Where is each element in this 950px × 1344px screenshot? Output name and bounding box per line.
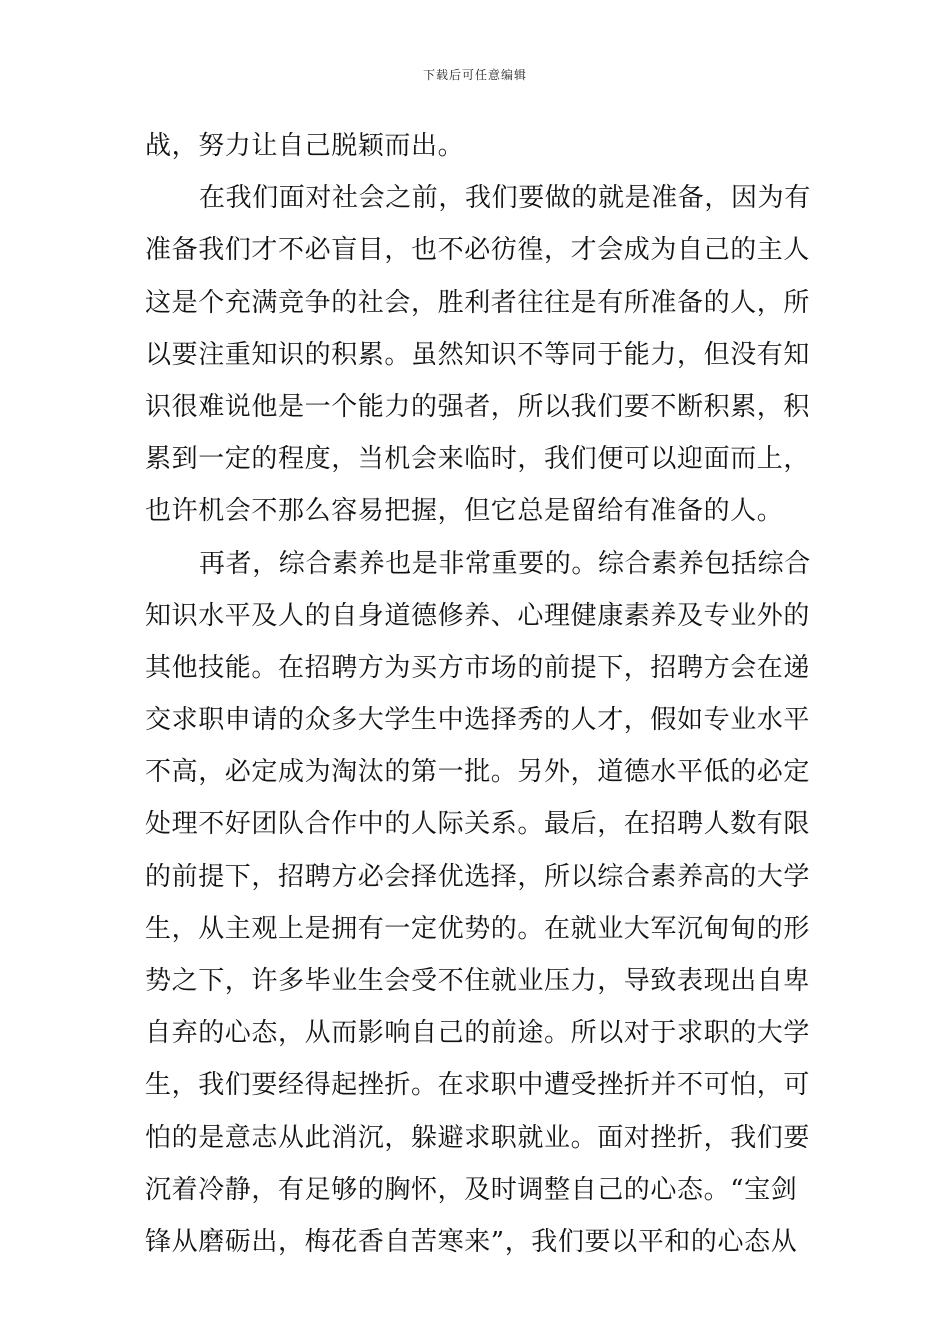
text-line: 其他技能。在招聘方为买方市场的前提下，招聘方会在递 (145, 652, 811, 683)
text-line: 这是个充满竞争的社会，胜利者往往是有所准备的人，所 (145, 287, 811, 318)
text-line: 再者，综合素养也是非常重要的。综合素养包括综合 (199, 548, 811, 579)
text-line: 在我们面对社会之前，我们要做的就是准备，因为有 (199, 183, 811, 214)
text-line: 势之下，许多毕业生会受不住就业压力，导致表现出自卑 (145, 966, 811, 996)
text-line: 识很难说他是一个能力的强者，所以我们要不断积累，积 (145, 391, 811, 422)
text-line: 也许机会不那么容易把握，但它总是留给有准备的人。 (145, 496, 784, 527)
text-line: 沉着冷静，有足够的胸怀，及时调整自己的心态。“宝剑 (145, 1174, 798, 1205)
text-line: 不高，必定成为淘汰的第一批。另外，道德水平低的必定 (145, 757, 811, 788)
text-line: 知识水平及人的自身道德修养、心理健康素养及专业外的 (145, 600, 811, 631)
text-line: 怕的是意志从此消沉，躲避求职就业。面对挫折，我们要 (145, 1122, 811, 1153)
text-line: 累到一定的程度，当机会来临时，我们便可以迎面而上， (145, 444, 811, 475)
text-line: 锋从磨砺出，梅花香自苦寒来”，我们要以平和的心态从 (145, 1226, 798, 1257)
text-line: 交求职申请的众多大学生中选择秀的人才，假如专业水平 (145, 705, 811, 736)
text-line: 处理不好团队合作中的人际关系。最后，在招聘人数有限 (145, 809, 811, 840)
text-line: 生，从主观上是拥有一定优势的。在就业大军沉甸甸的形 (145, 913, 811, 944)
body-text (145, 120, 810, 1268)
text-line: 的前提下，招聘方必会择优选择，所以综合素养高的大学 (145, 861, 811, 892)
text-line: 生，我们要经得起挫折。在求职中遭受挫折并不可怕，可 (145, 1070, 811, 1101)
text-line: 战，努力让自己脱颖而出。 (145, 131, 465, 161)
text-line: 以要注重知识的积累。虽然知识不等同于能力，但没有知 (145, 339, 811, 370)
header-note: 下载后可任意编辑 (422, 68, 527, 82)
text-line: 自弃的心态，从而影响自己的前途。所以对于求职的大学 (145, 1018, 811, 1049)
text-line: 准备我们才不必盲目，也不必彷徨，才会成为自己的主人 (145, 235, 811, 266)
